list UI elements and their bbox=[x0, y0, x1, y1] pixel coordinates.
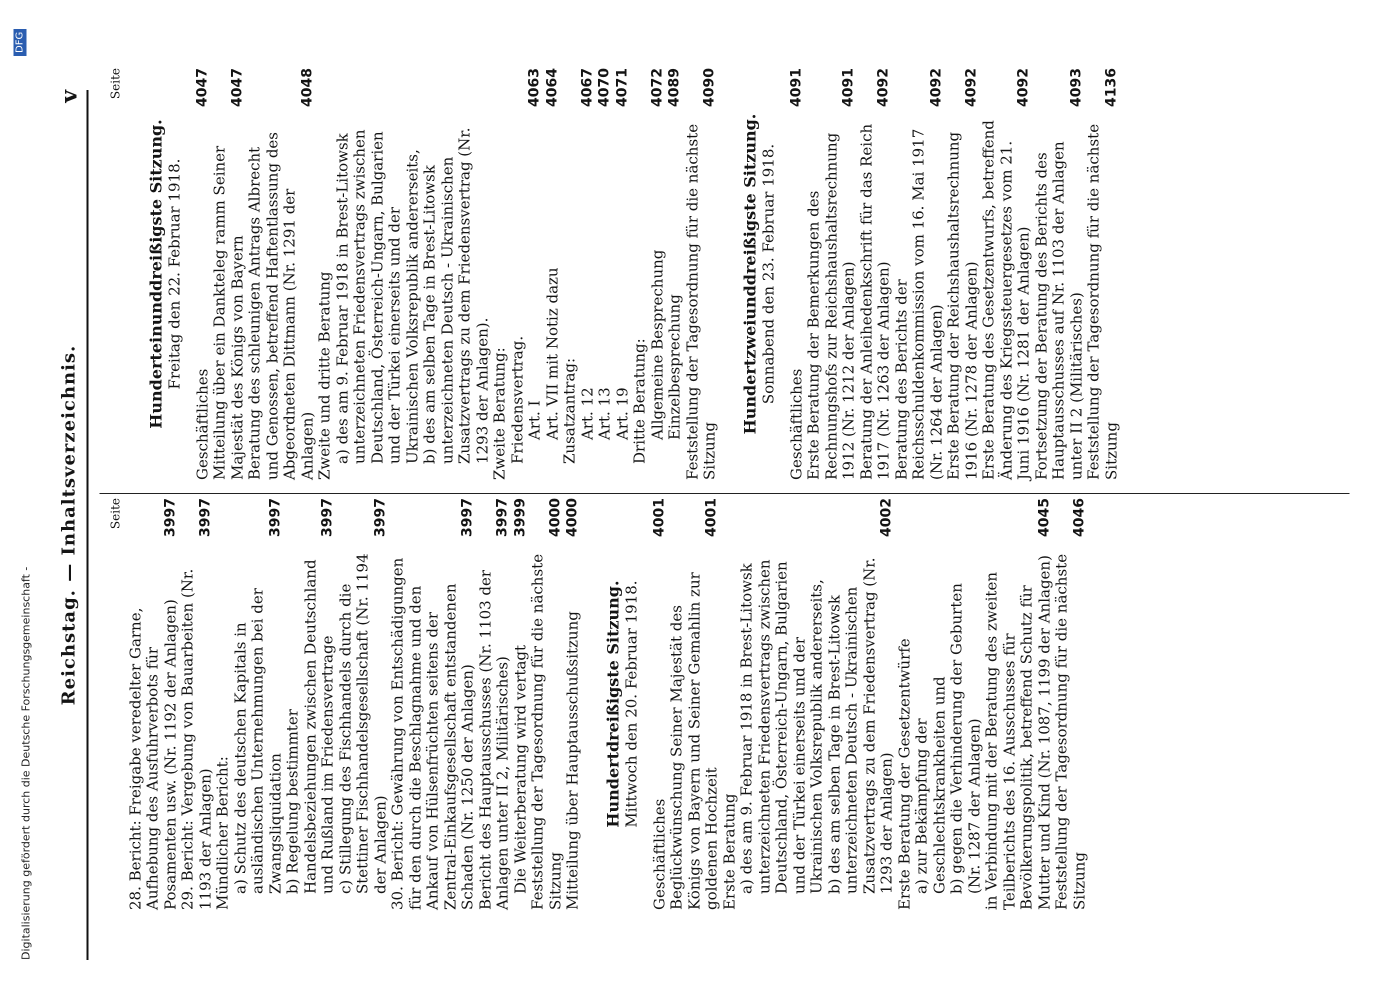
toc-entry bbox=[684, 68, 719, 480]
toc-entry bbox=[649, 68, 667, 480]
toc-entry bbox=[127, 498, 180, 910]
toc-entry-text: b) gegen die Verhinderung der Geburten (Nr. 1287 der Anlagen) bbox=[947, 583, 983, 894]
toc-entry bbox=[334, 68, 422, 480]
toc-entry bbox=[180, 498, 215, 910]
toc-entry-text: Zweite Beratung: bbox=[490, 347, 509, 480]
left-block-2 bbox=[651, 498, 1089, 910]
toc-entry-text: Geschäftliches bbox=[787, 368, 805, 480]
toc-entry-text: Art. I bbox=[525, 400, 544, 440]
toc-page-number: 4072 bbox=[649, 68, 665, 107]
toc-page-number: 4070 bbox=[596, 68, 613, 107]
toc-entry-text: Feststellung der Tagesordnung für die nächste Sitzung bbox=[1052, 553, 1088, 910]
toc-entry-text: Feststellung der Tagesordnung für die nächste Sitzung bbox=[528, 553, 564, 910]
header-mark: v bbox=[56, 90, 83, 103]
toc-page-number: 4045 bbox=[1036, 498, 1052, 537]
column-divider bbox=[100, 493, 1350, 494]
toc-entry-text: b) Regelung bestimmter Handelsbeziehungen zwischen Deutschland und Rußland im Friedensvertrage bbox=[283, 559, 337, 894]
toc-page-number: 4001 bbox=[651, 498, 667, 537]
page-column-label: Seite bbox=[108, 498, 123, 530]
toc-entry bbox=[530, 498, 565, 910]
toc-entry-text: Mitteilung über ein Dankteleg ramm Seiner Majestät des Königs von Bayern bbox=[210, 145, 246, 480]
toc-page-number: 4002 bbox=[878, 498, 895, 537]
dfg-logo: DFG bbox=[14, 29, 27, 56]
toc-entry bbox=[721, 498, 739, 910]
toc-entry bbox=[893, 68, 946, 480]
toc-entry-text: Geschäftliches bbox=[650, 798, 668, 910]
digitization-note: Digitalisierung gefördert durch die Deutsche Forschungsgemeinschaft - bbox=[19, 566, 33, 960]
toc-entry-text: Beratung des Berichts der Reichsschuldenkommission vom 16. Mai 1917 (Nr. 1264 der Anlagen) bbox=[892, 128, 945, 480]
toc-page-number: 4091 bbox=[788, 68, 804, 107]
toc-page-number: 3997 bbox=[319, 498, 336, 537]
toc-entry bbox=[285, 498, 338, 910]
toc-page-number: 4046 bbox=[1071, 498, 1087, 537]
toc-page-number: 4089 bbox=[666, 68, 683, 107]
session-title: Hunderteinunddreißigste Sitzung. bbox=[146, 119, 165, 429]
toc-page-number: 4092 bbox=[963, 68, 979, 107]
toc-entry-text: a) Schutz des deutschen Kapitals in ausländischen Unternehmungen bei der Zwangsliquidation bbox=[231, 588, 284, 894]
session-title: Hundertdreißigste Sitzung. bbox=[603, 580, 622, 828]
toc-entry-text: Beratung des schleunigen Antrags Albrecht und Genossen, betreffend Haftentlassung des Abgeordneten Dittmann (Nr. 1291 der Anlagen) bbox=[245, 131, 316, 480]
toc-entry bbox=[579, 68, 597, 480]
toc-entry-text: Art. 12 bbox=[578, 387, 596, 440]
toc-entry-text: Art. 19 bbox=[613, 387, 631, 440]
toc-entry bbox=[669, 498, 722, 910]
toc-entry bbox=[477, 498, 512, 910]
toc-entry bbox=[1033, 68, 1086, 480]
toc-entry bbox=[1086, 68, 1121, 480]
toc-page-number: 3997 bbox=[267, 498, 283, 537]
toc-entry-text: Friedensvertrag. bbox=[508, 335, 526, 464]
toc-entry bbox=[914, 498, 949, 910]
page-column-label: Seite bbox=[108, 68, 123, 100]
toc-entry bbox=[512, 498, 530, 910]
toc-entry bbox=[896, 498, 914, 910]
toc-entry-text: a) zur Bekämpfung der Geschlechtskrankheiten und bbox=[912, 676, 948, 894]
toc-entry bbox=[806, 68, 859, 480]
toc-entry-text: b) des am selben Tage in Brest-Litowsk unterzeichneten Deutsch - Ukrainischen Zusatzvertrags zu dem Friedensvertrag (Nr. 1293 der Anlagen) bbox=[825, 557, 896, 894]
toc-page-number: 4090 bbox=[701, 68, 718, 107]
right-block-1 bbox=[194, 68, 719, 480]
toc-entry-text: Feststellung der Tagesordnung für die nächste Sitzung bbox=[683, 123, 719, 480]
session-date: Freitag den 22. Februar 1918. bbox=[165, 158, 184, 390]
page-header bbox=[55, 90, 87, 960]
toc-page-number: 4063 bbox=[526, 68, 543, 107]
toc-entry bbox=[509, 68, 527, 480]
toc-entry-text: in Verbindung mit der Beratung des zweiten Teilberichts des 16. Ausschusses für Bevölkerungspolitik, betreffend Schutz für Mutter und Kind (Nr. 1087, 1199 der Anlagen) bbox=[982, 555, 1053, 910]
session-date: Sonnabend den 23. Februar 1918. bbox=[759, 143, 778, 405]
toc-entry-text: Mitteilung über Hauptausschußsitzung bbox=[563, 611, 582, 910]
toc-entry-text: Zweite und dritte Beratung bbox=[315, 271, 334, 480]
toc-page-number: 4136 bbox=[1103, 68, 1119, 107]
toc-page-number: 4047 bbox=[194, 68, 210, 107]
toc-page-number: 4092 bbox=[928, 68, 944, 107]
toc-entry bbox=[739, 498, 827, 910]
toc-entry-text: a) des am 9. Februar 1918 in Brest-Litowsk unterzeichneten Friedensvertrags zwischen Deutschland, Österreich-Ungarn, Bulgarien und der Türkei einerseits und der Ukrainischen Volksrepublik andererseits, bbox=[333, 129, 421, 464]
toc-entry bbox=[565, 498, 583, 910]
toc-entry bbox=[1054, 498, 1089, 910]
toc-entry-text: 30. Bericht: Gewährung von Entschädigungen für den durch die Beschlagnahme und den Ankauf von Hülsenfrüchten seitens der Zentral-Einkaufsgesellschaft entstandenen Schaden (Nr. 1250 der Anlagen) bbox=[388, 557, 477, 910]
toc-page-number: 3997 bbox=[459, 498, 476, 537]
toc-entry-text: Bericht des Hauptausschusses (Nr. 1103 der Anlagen unter II 2, Militärisches) bbox=[476, 569, 512, 910]
toc-page-number: 4071 bbox=[614, 68, 630, 107]
toc-entry bbox=[949, 498, 984, 910]
toc-entry bbox=[667, 68, 685, 480]
toc-entry bbox=[527, 68, 545, 480]
toc-entry bbox=[614, 68, 632, 480]
toc-entry-text: a) des am 9. Februar 1918 in Brest-Litowsk unterzeichneten Friedensvertrags zwischen Deutschland, Österreich-Ungarn, Bulgarien und der Türkei einerseits und der Ukrainischen Volksrepublik andererseits, bbox=[737, 559, 826, 894]
left-block-1 bbox=[127, 498, 582, 910]
toc-page-number: 4064 bbox=[544, 68, 560, 107]
toc-entry bbox=[317, 68, 335, 480]
toc-entry bbox=[492, 68, 510, 480]
toc-entry-text: c) Stillegung des Fischhandels durch die Stettiner Fischhandelsgesellschaft (Nr. 1194 der Anlagen) bbox=[336, 553, 389, 894]
toc-entry-text: Erste Beratung des Gesetzentwurfs, betreffend Änderung des Kriegssteuergesetzes vom 21. Juni 1916 (Nr. 1281 der Anlagen) bbox=[979, 120, 1033, 480]
toc-entry-text: Erste Beratung der Reichshaushaltsrechnung 1916 (Nr. 1278 der Anlagen) bbox=[944, 131, 980, 480]
right-column bbox=[108, 68, 1338, 480]
toc-entry bbox=[858, 68, 893, 480]
toc-page-number: 4047 bbox=[229, 68, 245, 107]
toc-page-number: 3997 bbox=[372, 498, 388, 537]
toc-entry bbox=[390, 498, 478, 910]
toc-entry bbox=[597, 68, 615, 480]
toc-entry bbox=[562, 68, 580, 480]
toc-entry-text: 28. Bericht: Freigabe veredelter Garne, Aufhebung des Ausfuhrverbots für Posamenten usw. (Nr. 1192 der Anlagen) bbox=[126, 599, 179, 910]
toc-entry-text: Geschäftliches bbox=[193, 368, 211, 480]
toc-page-number: 4092 bbox=[875, 68, 892, 107]
toc-entry-text: Dritte Beratung: bbox=[630, 338, 649, 464]
toc-page-number: 4091 bbox=[840, 68, 857, 107]
toc-entry-text: Art. 13 bbox=[595, 387, 614, 440]
toc-entry bbox=[651, 498, 669, 910]
toc-entry bbox=[232, 498, 285, 910]
page-title: Reichstag. — Inhaltsverzeichnis. bbox=[58, 344, 80, 706]
toc-entry-text: Allgemeine Besprechung bbox=[648, 249, 666, 440]
toc-entry bbox=[981, 68, 1034, 480]
toc-page-number: 4048 bbox=[299, 68, 315, 107]
toc-entry-text: b) des am selben Tage in Brest-Litowsk unterzeichneten Deutsch - Ukrainischen Zusatzvertrags zu dem Friedensvertrag (Nr. 1293 der Anlagen). bbox=[420, 127, 491, 464]
toc-entry-text: Erste Beratung der Bemerkungen des Rechnungshofs zur Reichshaushaltsrechnung 1912 (Nr. 1212 der Anlagen) bbox=[804, 132, 858, 480]
toc-page-number: 4000 bbox=[564, 498, 581, 537]
toc-entry bbox=[984, 498, 1054, 910]
toc-entry-text: Mündlicher Bericht: bbox=[213, 756, 232, 910]
toc-entry-text: Feststellung der Tagesordnung für die nächste Sitzung bbox=[1084, 123, 1120, 480]
toc-page-number: 4093 bbox=[1068, 68, 1084, 107]
toc-entry-text: Fortsetzung der Beratung des Berichts des Hauptausschusses auf Nr. 1103 der Anlagen unter II 2 (Militärisches) bbox=[1032, 141, 1085, 480]
toc-page-number: 3999 bbox=[512, 498, 528, 537]
toc-entry-text: Beglückwünschung Seiner Majestät des Königs von Bayern und Seiner Gemahlin zur goldenen Hochzeit bbox=[667, 572, 721, 910]
toc-page-number: 3997 bbox=[494, 498, 511, 537]
header-rule bbox=[87, 90, 89, 960]
toc-entry bbox=[422, 68, 492, 480]
toc-page-number: 3997 bbox=[162, 498, 178, 537]
toc-page-number: 4001 bbox=[703, 498, 720, 537]
toc-entry-text: Erste Beratung der Gesetzentwürfe bbox=[895, 638, 913, 910]
right-block-2 bbox=[788, 68, 1121, 480]
toc-entry bbox=[212, 68, 247, 480]
toc-entry-text: Die Weiterberatung wird vertagt bbox=[511, 644, 529, 894]
toc-entry bbox=[826, 498, 896, 910]
toc-entry bbox=[544, 68, 562, 480]
toc-entry-text: Art. VII mit Notiz dazu bbox=[543, 267, 561, 440]
toc-entry-text: 29. Bericht: Vergebung von Bauarbeiten (Nr. 1193 der Anlagen) bbox=[178, 568, 214, 910]
toc-entry-text: Erste Beratung bbox=[720, 793, 738, 910]
toc-page-number: 4067 bbox=[579, 68, 595, 107]
toc-entry bbox=[194, 68, 212, 480]
toc-entry-text: Zusatzantrag: bbox=[560, 357, 579, 464]
toc-entry-text: Beratung der Anleihedenkschrift für das Reich 1917 (Nr. 1263 der Anlagen) bbox=[857, 123, 893, 480]
toc-entry-text: Einzelbesprechung bbox=[665, 294, 684, 440]
toc-entry bbox=[632, 68, 650, 480]
left-column bbox=[108, 498, 1338, 910]
toc-entry bbox=[337, 498, 390, 910]
toc-page-number: 4000 bbox=[547, 498, 563, 537]
toc-entry bbox=[946, 68, 981, 480]
toc-entry bbox=[247, 68, 317, 480]
session-title: Hundertzweiunddreißigste Sitzung. bbox=[740, 113, 759, 435]
toc-entry bbox=[215, 498, 233, 910]
toc-page-number: 3997 bbox=[197, 498, 213, 537]
toc-page-number: 4092 bbox=[1015, 68, 1032, 107]
session-date: Mittwoch den 20. Februar 1918. bbox=[622, 580, 641, 828]
toc-entry bbox=[788, 68, 806, 480]
